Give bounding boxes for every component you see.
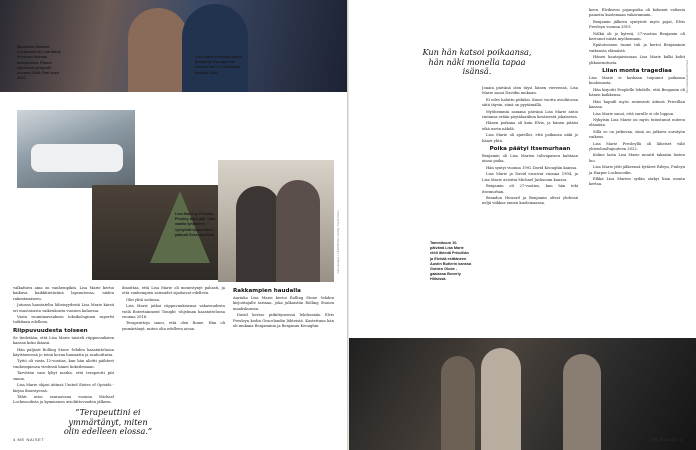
paragraph: Elkkä Lisa Marien sydän särkyi liian monta kertaa. <box>589 176 685 187</box>
paragraph: Lisa Marie ei koskaan toipunut poikansa kuolemasta. <box>589 76 685 86</box>
paragraph: Olin yhtä sodassa. <box>126 297 161 302</box>
photo-figure <box>481 348 521 450</box>
paragraph: Epätoivoinen tunne tuli ja kertoi Benjaminin vaikeasta elämästä. <box>589 43 685 53</box>
section-heading: Liian monta tragediaa <box>602 68 672 75</box>
photo-figure <box>128 8 188 92</box>
paragraph: ilmoittaa, että Lisa Marie oli menestynyt pahasti, ja että vanhempien sairaudet sijaitsivat edelleen. <box>122 286 225 296</box>
photo-figure <box>441 356 475 450</box>
paragraph: Lisa Marie sanoi, että surulle ei ole loppua. <box>593 111 675 116</box>
photo-couple <box>218 160 334 282</box>
paragraph: Hän hapuili myös avoimesti äitinsä Priscillan kanssa. <box>589 99 685 110</box>
photo-figure <box>276 180 320 282</box>
paragraph: Hänen hautajaisissaan Lisa Marie kulki kohti ylikuormitusta. <box>589 55 685 65</box>
paragraph: Hän syntyi vuonna 1992 David Keoughin kanssa. <box>486 165 578 170</box>
article-column <box>13 286 114 407</box>
photo-figure <box>563 354 601 450</box>
paragraph: Jonain päivänä olen täysi hänen viereensä, Lisa Marie sanoi Davidin mukaan. <box>482 86 578 96</box>
paragraph: Nykyisin Lisa Marie on myös tutustunut uuteen elämään. <box>589 117 685 128</box>
paragraph: Ei edes haluttu pitkiksi. Kuusi vuotta avioliitossa siitä täysin, siinä on pyytämällä. <box>482 97 578 108</box>
photo-figure <box>182 4 248 92</box>
section-heading: Riippuvuudesta toiseen <box>13 327 88 334</box>
paragraph: Vasta ruumiinavauksen toksikologinen raportti tutkitaan edelleen. <box>13 315 114 325</box>
paragraph: Terapeutteja sanoi, että olen Rome. Hän oli ymmärtänyt, miten olin edelleen aivan. <box>122 321 225 331</box>
paragraph: Nälkä oli jo kytevä, 27-vuotias Benjamin oli kertonut niistä myöhemmin. <box>589 31 685 42</box>
paragraph: Kolme lasta Lisa Marie muutti takaisin lasten luo. <box>589 153 685 163</box>
pull-quote: Kun hän katsoi poikaansa, hän näki monella tapaa isänsä. <box>422 47 532 77</box>
paragraph: Tähti avioi seuraavana vuonna Michael Lockwoodista ja kymmenen avioliittovuoden jälkeen. <box>13 394 114 405</box>
photo-caption: Tammikuun 10. päivänä Lisa Marie ehtii itkimiä Priscillan ja Elvistä esittäneen Austin Butlerin kanssa Golden Globe -gaalassa Beverly Hillsissä. <box>430 241 472 282</box>
left-page <box>0 0 347 450</box>
article-column <box>482 86 578 208</box>
paragraph: Myöhemmin samana päivänä Lisa Marie antoi rintansa erään pöytälaatikon kesäisestä jokaisessa. <box>482 109 578 120</box>
article-column <box>589 8 685 189</box>
paragraph: Lisa Marie jatkoi riippuvuuksiensa vakavuudesta vielä Entertainment Tonight -ohjelman haastattelussa vuonna 2016. <box>122 304 225 320</box>
paragraph: Aurinko Lisa Marie kertoi Rolling Stone -lehden kirjoittajalle tarinan, joka julkaistiin Rolling Stonen maaliskuussa. <box>233 296 334 311</box>
paragraph: Tarvittiin vain lyhyt matka, että terapeutti piti sanoa. <box>13 371 114 381</box>
paragraph: Hän kirjoitti Peoplelle lehdelle, että Benjamin oli hänen kaikkensa. <box>589 87 685 98</box>
section-heading: Poika päätyi itsemurhaan <box>489 146 571 153</box>
paragraph: Sillä se on jatkuvaa, siinä on jatkuva surutyön vaikeus. <box>589 129 685 140</box>
paragraph: Hänen poikana oli kuin Elvis, ja hänen pitäisi eikä usein nähdä. <box>482 121 578 131</box>
paragraph: Lisa Marie Presleyllä oli läheiset välit yhteishuoltajuuteen 2022. <box>589 141 685 151</box>
paragraph: valkattava aina on vanhempikin. Lisa Marie kertoi kaikuva kaikkitietävänä lapsuutensa, niiden rakentamiseen. <box>13 286 114 301</box>
car-shape <box>31 144 123 172</box>
photo-credit: Rex Features/All Over Press <box>686 60 689 93</box>
page-folio: 4 ME NAISET <box>13 437 45 442</box>
paragraph: Tyttö oli vasta 12-vuotias, kun hän aloitti päihteet vanhempiensa viedessä hänet kokeilemaan. <box>13 359 114 369</box>
paragraph: Benjamin oli 27-vuotias, kun hän teki itsemurhan. <box>482 184 578 194</box>
paragraph: Benjamin oli Lisa Marien tulivapaisen kahtaan ainoa poika. <box>482 154 578 164</box>
photo-golden-globes <box>349 338 696 450</box>
photo-caption: Lisa Marie Presleyn poika Benjamin Keough teki itsemurhan 27-vuotiaana kesällä 2020. <box>195 55 242 75</box>
paragraph: Benjamin jälkeen syntyivät myös pojat, Elvis Presleyn vuonna 2019. <box>589 19 685 30</box>
paragraph: keen. Elvikseen pojanpoika oli kokenut valtavia paineita kuolemaan vakavammin. <box>589 8 685 18</box>
paragraph: Lisa Marie oli ajatellut, että poikansa näki jo hänet yhtä. <box>482 133 578 143</box>
right-page <box>349 0 696 450</box>
section-heading: Rakkampien haudalla <box>233 288 301 294</box>
paragraph: Se tiedetään, että Lisa Marie taisteli riippuvuuksien kanssa koko ikänsä. <box>13 335 114 346</box>
paragraph: Lisa Marie ohjasi äitinsä United States of Opioids -kirjan ilmestyessä. <box>13 383 114 393</box>
photo-credit: Gettyimages / LEHTIKUVA / Alamy Stock Photo <box>337 210 340 274</box>
paragraph: David kertoo pitkittyneessä lehdessään Elvis Presleyn kodin Gracelandin lähteistä. Kastettuna hän oli mukana Benjaminin ja Benjamin Keoughin. <box>233 313 334 329</box>
article-column <box>122 286 225 333</box>
paragraph: Lisa Marie jätti jälkeensä tyttäret Rileyn, Finleyn ja Harper Lockwoodin. <box>589 165 685 175</box>
photo-caption: Lisa Marie ja Priscilla Presley ahot jäpi. Vitsi vaatto lyhiämme syntyivät kilometrien päässä Gracelandista. <box>175 212 216 237</box>
photo-caption: Muusikko Michael Lockwood oli Lisa Marie Presleyn kolmas aviopuoliso. Pienet kaksoset syntyivät vuonna 2008. Pari erosi 2016. <box>17 45 61 81</box>
paragraph: Lisa Marie ja David erosivat vuonna 1994, ja Lisa Marie avioitui Michael Jacksonin kanssa. <box>482 172 578 182</box>
paragraph: Jutussa haastateltu läheisyydestä Lisa Marie kärsii eri muotoisista vaikeuksista vuosien kuluessa. <box>13 303 114 313</box>
photo-car <box>17 110 135 188</box>
page-folio: ME NAISET 5 <box>651 437 683 442</box>
paragraph: Hän paljasti Rolling Stone -lehden haastattelussa käyttäneensä jo teinä kovaa huumeita ja rauhoittavia. <box>13 347 114 358</box>
pull-quote: ”Terapeuttini ei ymmärtänyt, miten olin edelleen elossa.” <box>63 407 153 437</box>
article-column <box>233 286 334 330</box>
paragraph: Brandon Howard ja Benjamin olivat yhdessä neljä viikkoa ennen kuolemaansa. <box>482 195 578 206</box>
photo-figure <box>236 186 280 282</box>
